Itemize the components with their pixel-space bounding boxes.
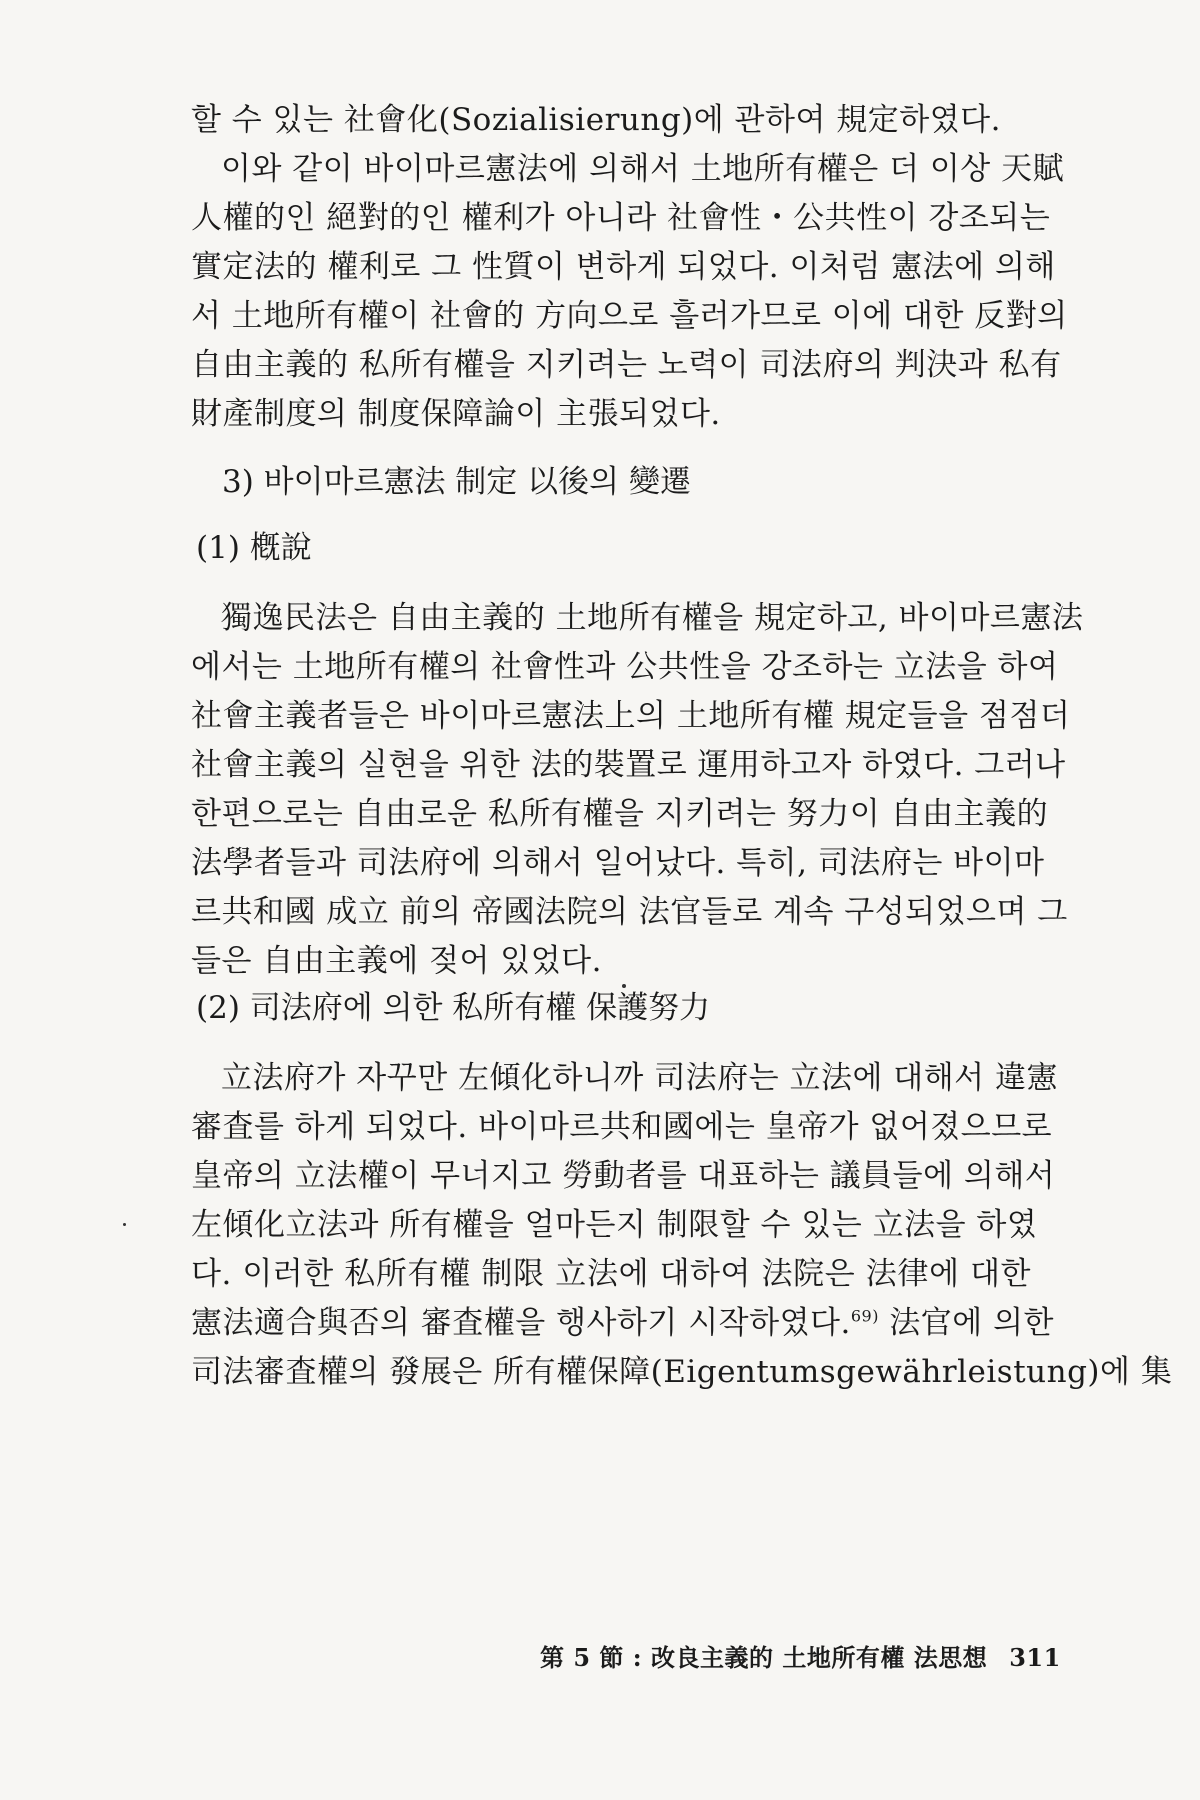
text-line: 實定法的 權利로 그 性質이 변하게 되었다. 이처럼 憲法에 의해 [191, 249, 1056, 285]
text-line: 皇帝의 立法權이 무너지고 勞動者를 대표하는 議員들에 의해서 [191, 1158, 1056, 1194]
text-line: 左傾化立法과 所有權을 얼마든지 制限할 수 있는 立法을 하였 [191, 1207, 1038, 1243]
paragraph-overview [191, 594, 1084, 986]
text-line: 自由主義的 私所有權을 지키려는 노력이 司法府의 判決과 私有 [191, 347, 1062, 383]
text-line: 社會主義者들은 바이마르憲法上의 土地所有權 規定들을 점점더 [191, 698, 1071, 734]
text-segment: 憲法適合與否의 審査權을 행사하기 시작하였다. [191, 1305, 851, 1341]
stray-dot-mark [123, 1223, 126, 1226]
text-line: 이와 같이 바이마르憲法에 의해서 土地所有權은 더 이상 天賦 [221, 151, 1065, 187]
section-heading: 3) 바이마르憲法 制定 以後의 變遷 [222, 464, 691, 500]
subsection-heading-overview: (1) 槪說 [196, 530, 312, 566]
text-line: 立法府가 자꾸만 左傾化하니까 司法府는 立法에 대해서 違憲 [221, 1060, 1058, 1096]
running-footer-section: 第 5 節 : 改良主義的 土地所有權 法思想 [540, 1643, 988, 1672]
text-line: 할 수 있는 社會化(Sozialisierung)에 관하여 規定하였다. [191, 102, 1001, 138]
continuation-paragraph [191, 96, 1031, 145]
text-line: 르共和國 成立 前의 帝國法院의 法官들로 계속 구성되었으며 그 [191, 894, 1068, 930]
page-number: 311 [1009, 1643, 1061, 1672]
text-line: 한편으로는 自由로운 私所有權을 지키려는 努力이 自由主義的 [191, 796, 1049, 832]
text-line: 司法審査權의 發展은 所有權保障(Eigentumsgewährleistung)에 集 [191, 1354, 1173, 1390]
text-line: 人權的인 絕對的인 權利가 아니라 社會性・公共性이 강조되는 [191, 200, 1051, 236]
text-segment: 法官에 의한 [889, 1305, 1054, 1341]
page-footer [540, 1638, 1061, 1673]
text-line: 다. 이러한 私所有權 制限 立法에 대하여 法院은 法律에 대한 [191, 1256, 1031, 1292]
subsection-heading-judiciary: (2) 司法府에 의한 私所有權 保護努力 [196, 990, 711, 1026]
text-line: 獨逸民法은 自由主義的 土地所有權을 規定하고, 바이마르憲法 [221, 600, 1084, 636]
text-line-with-footnote [191, 1299, 1054, 1348]
text-line: 財產制度의 制度保障論이 主張되었다. [191, 396, 721, 432]
text-line: 法學者들과 司法府에 의해서 일어났다. 특히, 司法府는 바이마 [191, 845, 1045, 881]
text-line: 에서는 土地所有權의 社會性과 公共性을 강조하는 立法을 하여 [191, 649, 1059, 685]
text-line: 社會主義의 실현을 위한 法的裝置로 運用하고자 하였다. 그러나 [191, 747, 1066, 783]
footnote-reference[interactable]: 69) [850, 1306, 879, 1326]
text-line: 서 土地所有權이 社會的 方向으로 흘러가므로 이에 대한 反對의 [191, 298, 1068, 334]
text-line: 들은 自由主義에 젖어 있었다. [191, 943, 602, 979]
paragraph-weimar-property [191, 145, 1068, 439]
paragraph-judiciary [191, 1054, 1173, 1397]
text-line: 審査를 하게 되었다. 바이마르共和國에는 皇帝가 없어졌으므로 [191, 1109, 1053, 1145]
